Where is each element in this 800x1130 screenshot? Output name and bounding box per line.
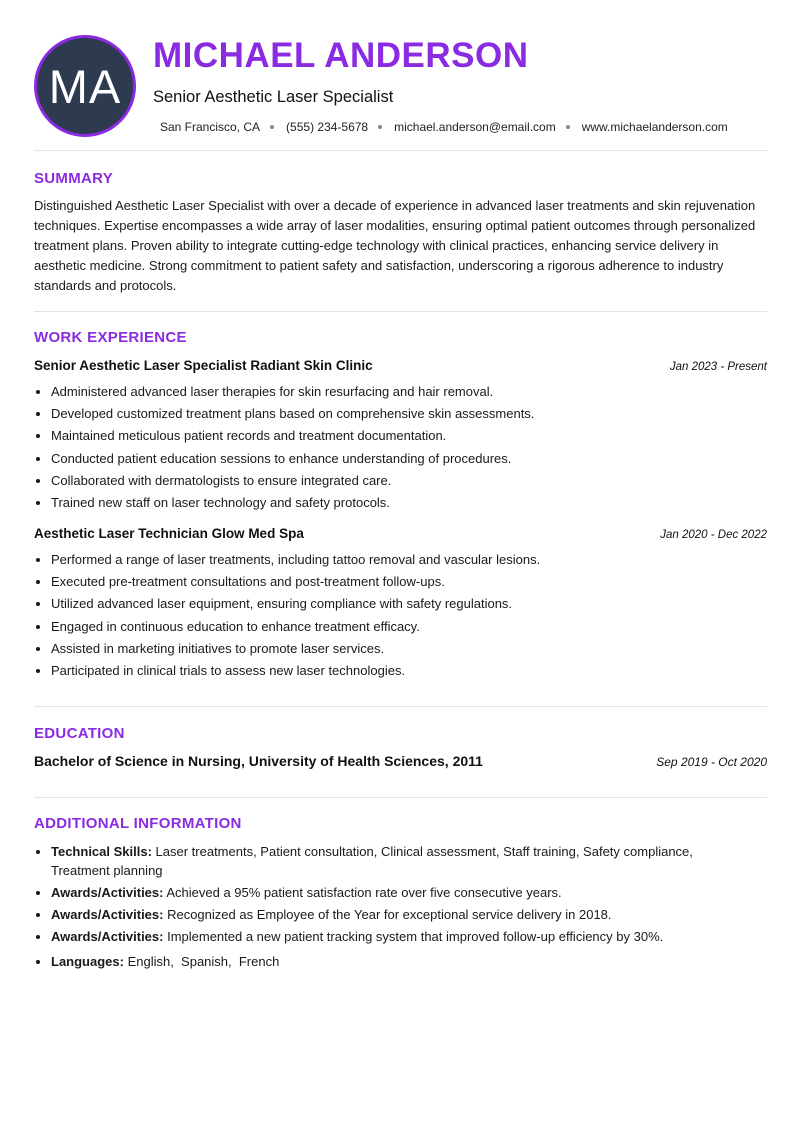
- work-experience-heading: WORK EXPERIENCE: [34, 329, 187, 346]
- job-bullet-list: [34, 381, 767, 514]
- list-item: • Conducted patient education sessions to enhance understanding of procedures.: [51, 448, 767, 470]
- item-text: Achieved a 95% patient satisfaction rate over five consecutive years.: [163, 885, 562, 900]
- divider: [34, 150, 767, 151]
- additional-information-heading: ADDITIONAL INFORMATION: [34, 815, 242, 832]
- divider: [34, 311, 767, 312]
- list-item: • Trained new staff on laser technology and safety protocols.: [51, 492, 767, 514]
- list-item: • Engaged in continuous education to enhance treatment efficacy.: [51, 616, 767, 638]
- job-header: [34, 358, 767, 373]
- degree: Bachelor of Science in Nursing, University of Health Sciences, 2011: [34, 753, 483, 769]
- list-item: • Assisted in marketing initiatives to promote laser services.: [51, 638, 767, 660]
- item-text: Laser treatments, Patient consultation, Clinical assessment, Staff training, Safety compliance, Treatment planning: [51, 844, 693, 878]
- contact-location: San Francisco, CA: [160, 120, 261, 134]
- list-item: [51, 927, 741, 946]
- item-label: Awards/Activities:: [51, 885, 164, 900]
- separator-dot: [270, 125, 274, 129]
- resume-header: [0, 0, 800, 150]
- education-entry: [34, 753, 767, 769]
- item-text: Recognized as Employee of the Year for exceptional service delivery in 2018.: [163, 907, 612, 922]
- contact-phone[interactable]: (555) 234-5678: [286, 120, 369, 134]
- item-label: Awards/Activities:: [51, 907, 164, 922]
- list-item: • Utilized advanced laser equipment, ensuring compliance with safety regulations.: [51, 593, 767, 615]
- list-item: • Performed a range of laser treatments, including tattoo removal and vascular lesions.: [51, 549, 767, 571]
- job-title: Senior Aesthetic Laser Specialist: [153, 88, 394, 106]
- job-date: Jan 2020 - Dec 2022: [660, 529, 767, 541]
- list-item: [51, 883, 741, 902]
- list-item: • Maintained meticulous patient records and treatment documentation.: [51, 425, 767, 447]
- job-date: Jan 2023 - Present: [669, 361, 767, 373]
- item-label: Awards/Activities:: [51, 929, 164, 944]
- job-role: Senior Aesthetic Laser Specialist Radiant Skin Clinic: [34, 358, 373, 373]
- list-item: • Executed pre-treatment consultations and post-treatment follow-ups.: [51, 571, 767, 593]
- job-role: Aesthetic Laser Technician Glow Med Spa: [34, 526, 304, 541]
- avatar: [34, 35, 136, 137]
- list-item: [51, 842, 741, 880]
- contact-email[interactable]: michael.anderson@email.com: [394, 120, 556, 134]
- item-text: Implemented a new patient tracking system that improved follow-up efficiency by 30%.: [163, 929, 664, 944]
- item-label: Technical Skills:: [51, 844, 152, 859]
- item-text: English, Spanish, French: [123, 954, 280, 969]
- contact-line: [160, 120, 728, 134]
- summary-heading: SUMMARY: [34, 170, 114, 187]
- list-item: [51, 905, 741, 924]
- list-item: • Developed customized treatment plans based on comprehensive skin assessments.: [51, 403, 767, 425]
- list-item: • Administered advanced laser therapies for skin resurfacing and hair removal.: [51, 381, 767, 403]
- candidate-name: MICHAEL ANDERSON: [153, 36, 529, 75]
- additional-info-list: [34, 842, 741, 974]
- divider: [34, 797, 767, 798]
- education-heading: EDUCATION: [34, 725, 125, 742]
- separator-dot: [378, 125, 382, 129]
- item-label: Languages:: [51, 954, 124, 969]
- summary-text: Distinguished Aesthetic Laser Specialist with over a decade of experience in advanced laser treatments and skin rejuvenation techniques. Expertise encompasses a wide array of laser modalities, ensuring optimal patient outcomes through personalized treatment plans. Proven ability to integrate cutting-edge technology with clinical practices, enhancing service delivery in aesthetic medicine. Strong commitment to patient safety and satisfaction, underscoring a rigorous adherence to industry standards and protocols.: [34, 198, 756, 293]
- separator-dot: [566, 125, 570, 129]
- list-item: • Participated in clinical trials to assess new laser technologies.: [51, 660, 767, 682]
- list-item: • Collaborated with dermatologists to ensure integrated care.: [51, 470, 767, 492]
- avatar-initials: MA: [48, 59, 122, 113]
- job-header: [34, 526, 767, 541]
- divider: [34, 706, 767, 707]
- education-date: Sep 2019 - Oct 2020: [656, 755, 767, 769]
- contact-website[interactable]: www.michaelanderson.com: [581, 120, 728, 134]
- job-bullet-list: [34, 549, 767, 682]
- list-item: [51, 952, 741, 971]
